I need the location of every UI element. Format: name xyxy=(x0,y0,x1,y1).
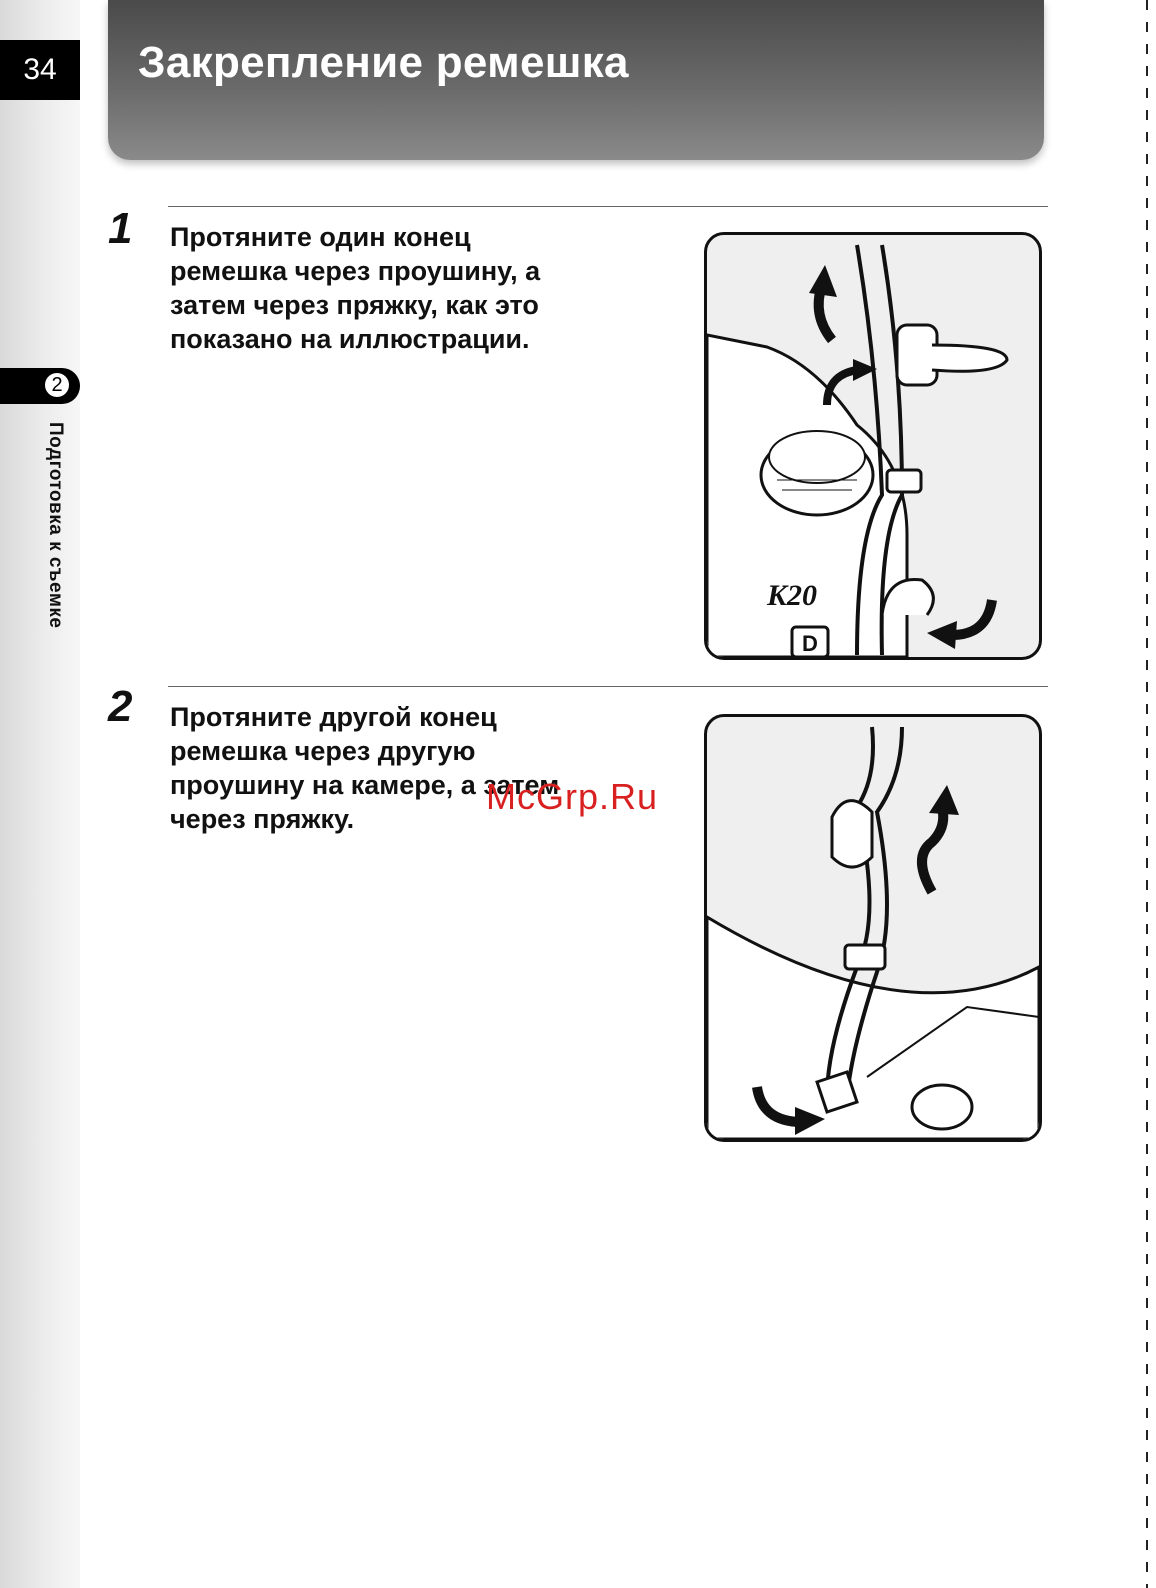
shutter-button-icon xyxy=(912,1085,972,1129)
page-edge xyxy=(1146,0,1148,1588)
watermark: McGrp.Ru xyxy=(486,776,659,817)
step-1-text: Протяните один конец ремешка через проушину, а затем через пряжку, как это показано на иллюстрации. xyxy=(170,222,541,354)
strap-buckle-icon xyxy=(897,325,937,385)
strap-keeper-icon xyxy=(845,945,885,969)
strap-buckle-icon xyxy=(832,801,872,867)
step-2-number: 2 xyxy=(108,682,133,731)
page-number: 34 xyxy=(0,40,80,100)
strap-keeper-icon xyxy=(887,470,921,492)
arrow-insert-icon xyxy=(952,600,992,635)
left-margin-strip xyxy=(0,0,80,1588)
step-2-text: Протяните другой конец ремешка через другую проушину на камере, а затем через пряжку. xyxy=(170,702,560,834)
step-2-divider xyxy=(168,686,1048,687)
chapter-number: 2 xyxy=(43,371,71,399)
illustration-strap-step-2 xyxy=(704,714,1042,1142)
page-title: Закрепление ремешка xyxy=(138,38,629,87)
camera-button-label: D xyxy=(802,631,818,656)
step-1-divider xyxy=(168,206,1048,207)
illustration-strap-step-1 xyxy=(704,232,1042,660)
chapter-title: Подготовка к съемке xyxy=(45,422,66,629)
arrow-up-icon xyxy=(922,807,943,892)
step-1-number: 1 xyxy=(108,204,133,253)
camera-model-label: K20 xyxy=(767,579,818,612)
